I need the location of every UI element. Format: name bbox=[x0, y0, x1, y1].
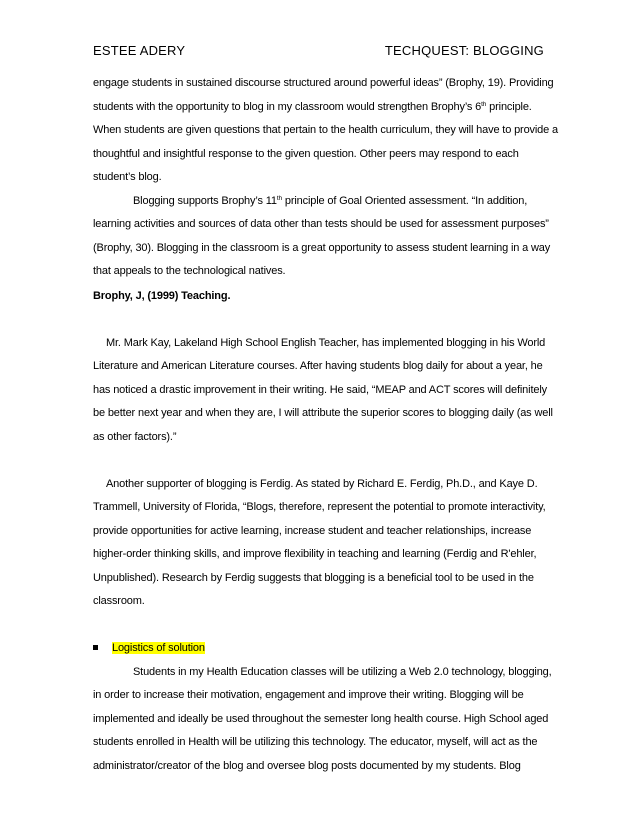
header-author: ESTEE ADERY bbox=[93, 43, 186, 58]
text-span: principle of Goal Oriented assessment. “In addition, bbox=[281, 194, 528, 207]
superscript: th bbox=[276, 194, 282, 202]
header-title: TECHQUEST: BLOGGING bbox=[384, 43, 544, 58]
section-logistics bbox=[93, 637, 553, 778]
text-line: implemented and ideally be used throughout the semester long health course. High School aged bbox=[93, 712, 549, 725]
text-line bbox=[93, 96, 553, 120]
text-line: Mr. Mark Kay, Lakeland High School English Teacher, has implemented blogging in his World bbox=[106, 336, 546, 349]
logistics-heading-row bbox=[93, 637, 553, 661]
text-line: Unpublished). Research by Ferdig suggests that blogging is a beneficial tool to be used in the bbox=[93, 571, 534, 584]
logistics-heading: Logistics of solution bbox=[112, 642, 205, 654]
text-span: Blogging supports Brophy’s 11 bbox=[133, 194, 277, 207]
text-line: provide opportunities for active learning, increase student and teacher relationships, increase bbox=[93, 524, 532, 537]
reference-citation: Brophy, J, (1999) Teaching. bbox=[93, 289, 231, 302]
text-line: engage students in sustained discourse structured around powerful ideas” (Brophy, 19). Providing bbox=[93, 77, 554, 89]
text-line: When students are given questions that pertain to the health curriculum, they will have to provide a bbox=[93, 124, 558, 136]
paragraph-mark-kay bbox=[93, 332, 553, 450]
text-line: students enrolled in Health will be utilizing this technology. The educator, myself, will act as the bbox=[93, 736, 538, 748]
text-line: Students in my Health Education classes will be utilizing a Web 2.0 technology, blogging, bbox=[133, 665, 552, 678]
paragraph-brophy-6th bbox=[93, 72, 558, 190]
text-line: classroom. bbox=[93, 595, 145, 607]
page-header bbox=[93, 43, 544, 61]
paragraph-ferdig bbox=[93, 473, 553, 614]
blank-line bbox=[93, 308, 553, 332]
text-line: be better next year and when they are, I will attribute the superior scores to blogging daily (as well bbox=[93, 407, 553, 419]
text-line: administrator/creator of the blog and oversee blog posts documented by my students. Blog bbox=[93, 759, 521, 772]
text-line: Literature and American Literature courses. After having students blog daily for about a year, he bbox=[93, 360, 543, 372]
text-span: students with the opportunity to blog in my classroom would strengthen Brophy’s 6 bbox=[93, 100, 482, 113]
text-line: learning activities and sources of data other than tests should be used for assessment purposes” bbox=[93, 218, 549, 230]
text-line: higher-order thinking skills, and improve flexibility in teaching and learning (Ferdig and R'ehler, bbox=[93, 548, 537, 560]
paragraph-brophy-11th bbox=[93, 190, 553, 284]
text-line: (Brophy, 30). Blogging in the classroom is a great opportunity to assess student learning in a way bbox=[93, 241, 551, 254]
text-span: principle. bbox=[486, 100, 532, 113]
blank-line bbox=[93, 449, 553, 473]
document-body bbox=[93, 72, 558, 778]
text-line: in order to increase their motivation, engagement and improve their writing. Blogging will be bbox=[93, 689, 524, 701]
superscript: th bbox=[481, 100, 487, 108]
blank-line bbox=[93, 614, 553, 638]
text-line: as other factors).” bbox=[93, 430, 177, 443]
text-line bbox=[93, 190, 553, 214]
text-line: that appeals to the technological natives. bbox=[93, 265, 286, 277]
text-line: thoughtful and insightful response to the given question. Other peers may respond to each bbox=[93, 147, 519, 160]
text-line: has noticed a drastic improvement in their writing. He said, “MEAP and ACT scores will definitely bbox=[93, 383, 547, 396]
square-bullet-icon bbox=[93, 645, 98, 650]
text-line: Trammell, University of Florida, “Blogs, therefore, represent the potential to promote interactivity, bbox=[93, 501, 546, 513]
text-line: Another supporter of blogging is Ferdig. As stated by Richard E. Ferdig, Ph.D., and Kaye D. bbox=[106, 477, 538, 490]
text-line: student’s blog. bbox=[93, 171, 162, 183]
